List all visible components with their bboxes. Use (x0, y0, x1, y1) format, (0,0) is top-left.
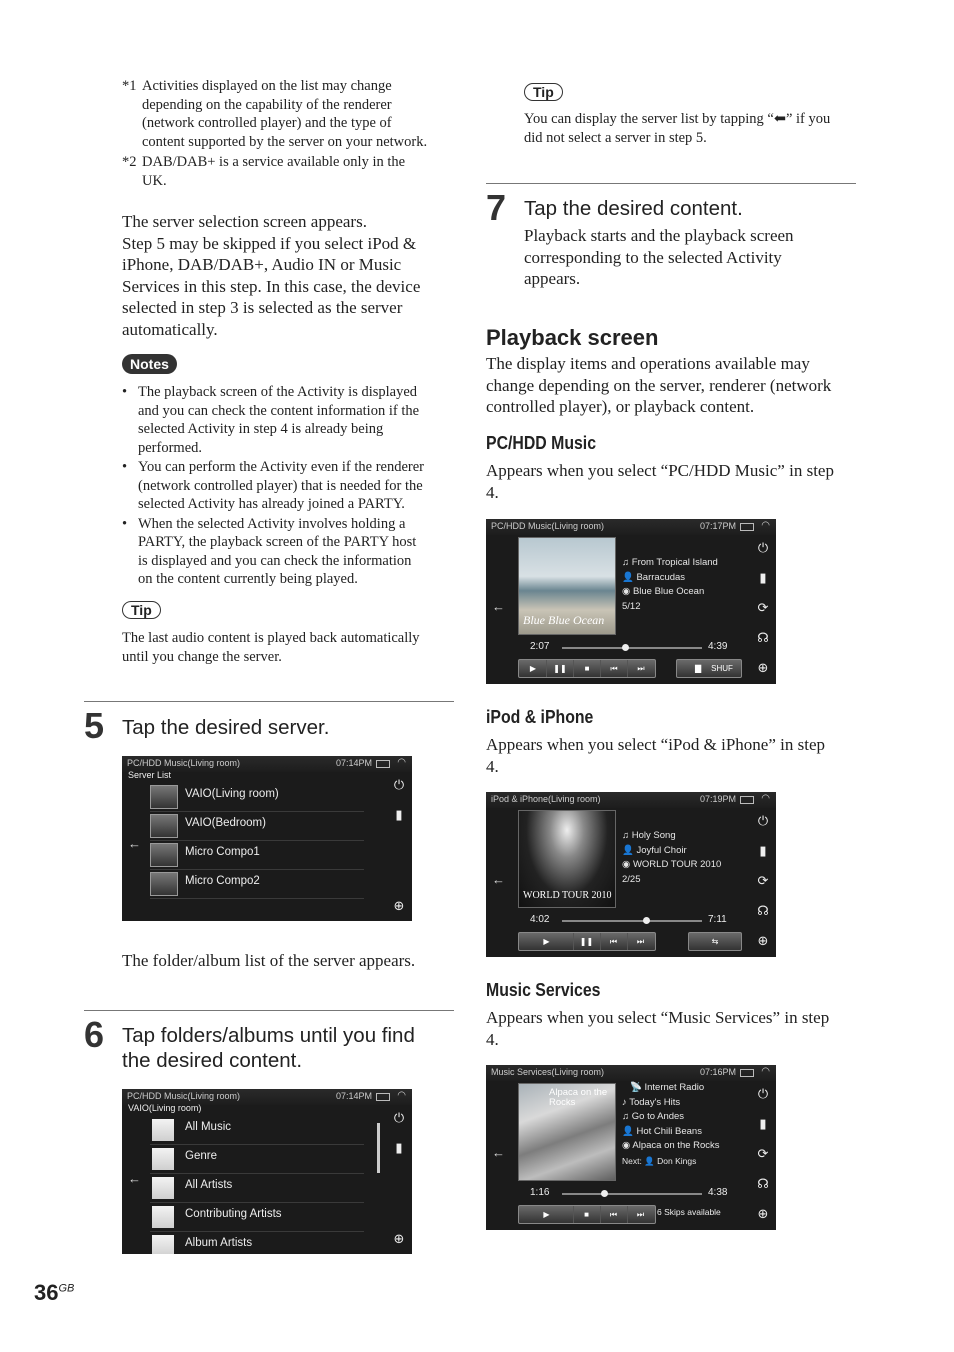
skips-available: 6 Skips available (657, 1207, 721, 1217)
album-art-title: Alpaca on the Rocks (549, 1087, 608, 1108)
text-line: until you change the server. (122, 648, 282, 665)
wifi-icon: ◠ (397, 757, 406, 768)
note-line: selected Activity in step 4 is already being (138, 421, 384, 437)
add-menu-icon[interactable]: ⊕ (757, 660, 769, 675)
transport-controls (518, 932, 656, 951)
elapsed-time: 2:07 (530, 641, 550, 652)
remote-icon[interactable]: ▮ (759, 1116, 767, 1131)
folder-icon (152, 1235, 174, 1254)
wifi-icon: ◠ (761, 1066, 770, 1077)
pause-icon[interactable]: ❚❚ (547, 660, 574, 677)
server-item-label: VAIO(Bedroom) (185, 817, 266, 829)
transport-controls (518, 659, 656, 678)
remote-icon[interactable]: ▮ (395, 807, 403, 822)
play-icon[interactable]: ▶ (521, 1206, 574, 1223)
note-line: performed. (138, 439, 203, 456)
laptop-icon (150, 785, 178, 809)
track-info (622, 1081, 720, 1168)
footnotes (122, 77, 462, 190)
folder-icon (152, 1148, 174, 1170)
step-number: 5 (84, 705, 105, 746)
text-line: appears. (524, 269, 581, 288)
note-line: selected Activity has already joined a PARTY. (138, 496, 405, 512)
track-row (622, 1110, 720, 1125)
shuffle-button[interactable]: SHUF (711, 664, 733, 673)
progress-knob[interactable] (622, 644, 629, 651)
playback-intro (486, 353, 856, 418)
battery-icon (740, 1069, 754, 1077)
elapsed-time: 1:16 (530, 1187, 550, 1198)
play-icon[interactable]: ▶ (521, 933, 574, 950)
ipod-description (486, 734, 856, 777)
text-line: Playback starts and the playback screen (524, 226, 794, 245)
subsection-heading: PC/HDD Music (486, 433, 597, 453)
text-line: change depending on the server, renderer (network (486, 375, 832, 395)
folder-item-label: All Music (185, 1121, 232, 1133)
footnote-line: UK. (142, 172, 167, 189)
artist-icon: 👤 (622, 1125, 637, 1137)
play-icon[interactable]: ▶ (520, 660, 547, 677)
prev-icon[interactable]: ⏮ (601, 1206, 628, 1223)
track-info (622, 556, 718, 614)
footnote-1 (122, 77, 462, 151)
folder-icon (152, 1206, 174, 1228)
album-art-title: WORLD TOUR 2010 (523, 890, 612, 901)
screen-header (486, 1065, 776, 1081)
volume-icon[interactable]: ☊ (757, 630, 769, 645)
tip-text (122, 629, 462, 666)
note-line: PARTY, the playback screen of the PARTY host (138, 534, 417, 550)
note-item (122, 383, 457, 457)
next-icon[interactable]: ⏭ (636, 937, 645, 946)
step-title: Tap the desired server. (122, 716, 330, 739)
text-line: 4. (486, 482, 499, 502)
folder-list-screen (122, 1089, 412, 1254)
repeat-mode-icon: ⇆ (711, 937, 719, 946)
tip-badge (524, 83, 563, 102)
battery-icon (376, 760, 390, 768)
footnote-line: DAB/DAB+ is a service available only in the (142, 154, 406, 170)
back-arrow-icon[interactable]: ← (492, 872, 505, 887)
track-title: From Tropical Island (631, 557, 718, 568)
tip-label: Tip (524, 83, 563, 101)
tip-badge (122, 601, 161, 620)
album-art (518, 810, 616, 908)
server-item-label: Micro Compo1 (185, 846, 260, 858)
track-title: Go to Andes (631, 1111, 685, 1122)
music-services-playback-screen (486, 1065, 776, 1230)
note-line: and you can check the content information if the (138, 402, 420, 419)
wifi-icon: ◠ (397, 1090, 406, 1101)
pchdd-playback-screen (486, 519, 776, 684)
screen-subtitle: Server List (128, 770, 172, 780)
total-time: 4:39 (708, 641, 728, 652)
laptop-icon (150, 814, 178, 838)
note-line: • You can perform the Activity even if the renderer (138, 459, 425, 475)
radio-icon: 📡 (630, 1082, 645, 1093)
step5-result: The folder/album list of the server appears. (122, 951, 416, 970)
text-line: Appears when you select “iPod & iPhone” in step (486, 735, 825, 754)
scrollbar[interactable] (377, 1123, 380, 1173)
progress-track[interactable] (562, 920, 702, 922)
track-row (622, 556, 718, 571)
track-title: Holy Song (631, 830, 676, 841)
page-number (34, 1280, 74, 1306)
folder-item[interactable] (150, 1202, 364, 1232)
note-line: on the content currently being played. (138, 571, 358, 587)
next-artist: Don Kings (657, 1155, 697, 1166)
remote-icon[interactable]: ▮ (759, 570, 767, 585)
text-line: 4. (486, 756, 499, 776)
power-icon[interactable]: ⏻ (757, 540, 769, 555)
text-line: You can display the server list by tapping “⬅” if you (524, 111, 831, 127)
artist-icon: 👤 (622, 844, 637, 856)
stereo-icon (150, 843, 178, 867)
page-suffix: GB (58, 1282, 75, 1295)
back-arrow-icon[interactable]: ← (492, 599, 505, 614)
clock: 07:16PM (699, 1067, 736, 1077)
server-list-screen (122, 756, 412, 921)
wifi-icon: ◠ (761, 793, 770, 804)
screen-title: PC/HDD Music(Living room) (127, 758, 241, 768)
repeat-button[interactable] (688, 932, 742, 951)
note-icon: ♫ (622, 830, 632, 841)
track-row (622, 1125, 720, 1140)
footnote-mark: *2 (122, 154, 137, 170)
pchdd-description (486, 460, 856, 503)
note-item (122, 458, 457, 514)
power-icon[interactable]: ⏻ (757, 1086, 769, 1101)
track-count: 2/25 (622, 873, 641, 885)
next-icon[interactable]: ⏭ (637, 664, 645, 673)
text-line: Services in this step. In this case, the device (122, 276, 421, 296)
battery-icon (740, 796, 754, 804)
screen-title: Music Services(Living room) (491, 1067, 605, 1077)
text-line: did not select a server in step 5. (524, 129, 707, 146)
text-line: The display items and operations available may (486, 354, 810, 373)
server-item[interactable] (150, 811, 364, 841)
text-line: The last audio content is played back automatically (122, 630, 420, 646)
note-line: (network controlled player) that is needed for the (138, 477, 423, 494)
screen-header (486, 792, 776, 808)
tip-label: Tip (122, 601, 161, 619)
track-row (622, 1139, 720, 1154)
text-line: selected in step 3 is selected as the server (122, 298, 403, 317)
remote-icon[interactable]: ▮ (395, 1140, 403, 1155)
battery-icon (740, 523, 754, 531)
text-line: iPhone, DAB/DAB+, Audio IN or Music (122, 255, 402, 274)
step-title (122, 1023, 452, 1073)
next-track-row (622, 1154, 720, 1169)
text-line: controlled player), or playback content. (486, 397, 755, 416)
screen-subtitle: VAIO(Living room) (128, 1103, 202, 1113)
note-line: • When the selected Activity involves holding a (138, 515, 406, 532)
power-icon[interactable]: ⏻ (393, 777, 405, 792)
subsection-heading: iPod & iPhone (486, 707, 594, 727)
text-line: corresponding to the selected Activity (524, 247, 782, 267)
elapsed-time: 4:02 (530, 914, 550, 925)
folder-icon (152, 1119, 174, 1141)
text-line: automatically. (122, 319, 218, 339)
album-art (518, 537, 616, 635)
progress-track[interactable] (562, 1193, 702, 1195)
back-arrow-icon[interactable]: ← (492, 1145, 505, 1160)
artist-name: Barracudas (636, 571, 686, 583)
footnote-line: depending on the capability of the renderer (142, 96, 392, 113)
title-line: Tap folders/albums until you find (122, 1024, 415, 1047)
prev-icon[interactable]: ⏮ (601, 660, 628, 677)
divider (84, 1010, 454, 1011)
text-line: Appears when you select “Music Services” in step (486, 1008, 830, 1027)
folder-item[interactable] (150, 1231, 364, 1254)
station-name: Today's Hits (629, 1096, 681, 1108)
subsection-heading: Music Services (486, 980, 601, 1000)
artist-icon: 👤 (644, 1155, 658, 1166)
folder-item-label: All Artists (185, 1179, 233, 1191)
prev-icon[interactable]: ⏮ (601, 933, 628, 950)
track-row (622, 571, 718, 586)
music-services-description (486, 1007, 856, 1050)
server-selection-paragraph (122, 211, 462, 340)
add-menu-icon[interactable]: ⊕ (393, 1231, 405, 1246)
track-row (622, 1081, 720, 1096)
title-line: the desired content. (122, 1049, 303, 1072)
next-icon[interactable]: ⏭ (636, 1210, 645, 1219)
track-info (622, 829, 721, 887)
server-item-label: VAIO(Living room) (185, 788, 279, 800)
footnote-mark: *1 (122, 78, 137, 94)
clock: 07:14PM (335, 1091, 372, 1101)
album-icon: ◉ (622, 586, 633, 597)
folder-icon (152, 1177, 174, 1199)
clock: 07:14PM (335, 758, 372, 768)
artist-name: Joyful Choir (636, 844, 687, 856)
page-number-value: 36 (34, 1280, 59, 1305)
pause-icon[interactable]: ❚❚ (574, 933, 601, 950)
folder-item-label: Genre (185, 1150, 217, 1162)
progress-knob[interactable] (643, 917, 650, 924)
note-line: is displayed and you can check the information (138, 552, 412, 569)
track-row (622, 829, 721, 844)
stop-icon[interactable]: ■ (574, 1206, 601, 1223)
folder-item[interactable] (150, 1173, 364, 1203)
screen-header (486, 519, 776, 535)
server-item[interactable] (150, 869, 364, 899)
total-time: 4:38 (708, 1187, 728, 1198)
step-title: Tap the desired content. (524, 197, 743, 220)
tip-text (524, 110, 864, 147)
notes-badge (122, 354, 177, 374)
remote-icon[interactable]: ▮ (759, 843, 767, 858)
stop-icon[interactable]: ■ (574, 660, 601, 677)
footnote-line: (network controlled player) and the type of (142, 115, 392, 131)
mode-controls (676, 659, 742, 678)
text-line: The server selection screen appears. (122, 212, 367, 231)
service-name: Internet Radio (644, 1082, 705, 1093)
footnote-line: Activities displayed on the list may change (142, 78, 392, 94)
server-item[interactable] (150, 782, 364, 812)
divider (486, 183, 856, 184)
step-number: 6 (84, 1014, 105, 1055)
artist-icon: 👤 (622, 571, 637, 583)
folder-item-label: Album Artists (185, 1237, 253, 1249)
album-icon: ◉ (622, 859, 633, 870)
track-row (622, 585, 718, 600)
track-row (622, 844, 721, 859)
server-item-label: Micro Compo2 (185, 875, 260, 887)
clock: 07:19PM (699, 794, 736, 804)
stereo-icon (150, 872, 178, 896)
server-item[interactable] (150, 840, 364, 870)
notes-list (122, 383, 457, 590)
note-icon: ♫ (622, 557, 632, 568)
volume-icon[interactable]: ☊ (757, 1176, 769, 1191)
screen-title: iPod & iPhone(Living room) (491, 794, 601, 804)
folder-item[interactable] (150, 1115, 364, 1145)
folder-item-label: Contributing Artists (185, 1208, 282, 1220)
note-item (122, 515, 457, 589)
repeat-icon[interactable]: ⟳ (757, 873, 769, 888)
divider (84, 701, 454, 702)
text-line: 4. (486, 1029, 499, 1049)
clock: 07:17PM (699, 521, 736, 531)
progress-knob[interactable] (601, 1190, 608, 1197)
album-name: Alpaca on the Rocks (632, 1140, 720, 1151)
screen-title: PC/HDD Music(Living room) (491, 521, 605, 531)
station-icon: ♪ (622, 1096, 630, 1108)
text-line: Step 5 may be skipped if you select iPod & (122, 233, 417, 253)
repeat-icon[interactable]: ⟳ (757, 600, 769, 615)
power-icon[interactable]: ⏻ (393, 1110, 405, 1125)
battery-icon (376, 1093, 390, 1101)
footnote-line: content supported by the server on your network. (142, 133, 428, 150)
wifi-icon: ◠ (761, 520, 770, 531)
repeat-icon[interactable]: ⟳ (757, 1146, 769, 1161)
next-label: Next: (622, 1155, 642, 1166)
text-line: Appears when you select “PC/HDD Music” in step (486, 461, 834, 480)
track-row (622, 1096, 720, 1111)
folder-icon[interactable]: ▇ (695, 664, 702, 673)
footnote-2 (122, 153, 462, 190)
album-icon: ◉ (622, 1140, 633, 1151)
artist-name: Hot Chili Beans (636, 1125, 702, 1137)
track-row (622, 858, 721, 873)
power-icon[interactable]: ⏻ (757, 813, 769, 828)
screen-title: PC/HDD Music(Living room) (127, 1091, 241, 1101)
back-arrow-icon[interactable]: ← (128, 836, 141, 851)
total-time: 7:11 (708, 914, 727, 925)
add-menu-icon[interactable]: ⊕ (757, 933, 769, 948)
add-menu-icon[interactable]: ⊕ (757, 1206, 769, 1221)
volume-icon[interactable]: ☊ (757, 903, 769, 918)
album-art (518, 1083, 616, 1181)
ipod-playback-screen (486, 792, 776, 957)
progress-track[interactable] (562, 647, 702, 649)
album-name: Blue Blue Ocean (632, 586, 705, 597)
track-count: 5/12 (622, 600, 641, 612)
album-art-title: Blue Blue Ocean (523, 613, 605, 627)
section-heading: Playback screen (486, 325, 659, 350)
step-number: 7 (486, 187, 507, 228)
back-arrow-icon[interactable]: ← (128, 1171, 141, 1186)
notes-label: Notes (122, 354, 177, 374)
step7-body (524, 225, 854, 290)
note-icon: ♫ (622, 1111, 632, 1122)
add-menu-icon[interactable]: ⊕ (393, 898, 405, 913)
transport-controls (518, 1205, 656, 1224)
folder-item[interactable] (150, 1144, 364, 1174)
note-line: • The playback screen of the Activity is displayed (138, 384, 418, 400)
album-name: WORLD TOUR 2010 (632, 859, 722, 870)
